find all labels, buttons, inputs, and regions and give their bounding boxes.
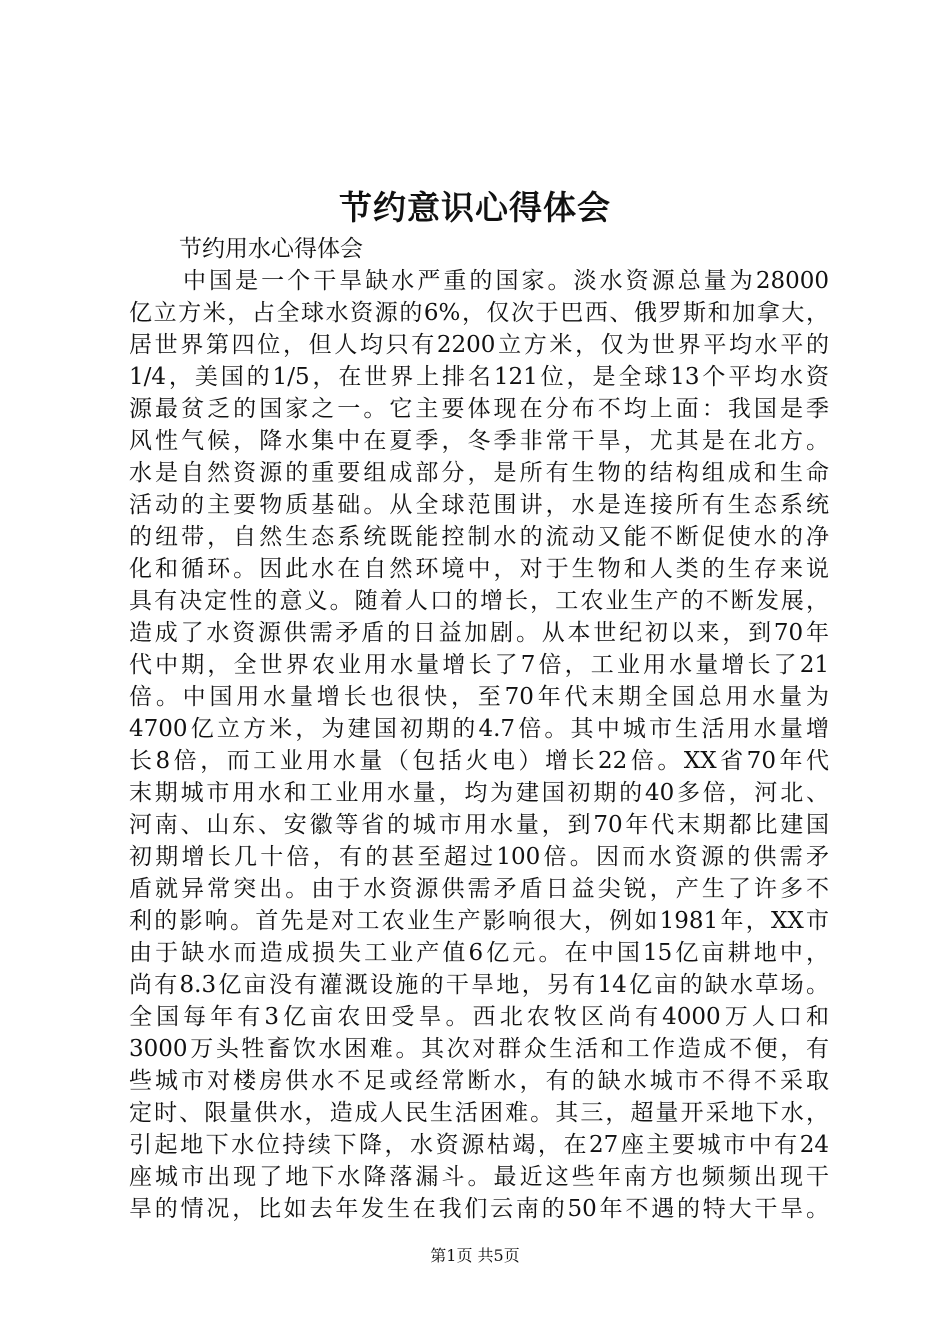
paragraph-line: 倍。中国用水量增长也很快，至70年代末期全国总用水量为 bbox=[129, 684, 829, 710]
paragraph-line: 长8倍，而工业用水量（包括火电）增长22倍。XX省70年代 bbox=[129, 748, 829, 774]
page-title: 节约意识心得体会 bbox=[339, 188, 611, 227]
paragraph-line: 尚有8.3亿亩没有灌溉设施的干旱地，另有14亿亩的缺水草场。 bbox=[129, 972, 829, 998]
paragraph-line: 座城市出现了地下水降落漏斗。最近这些年南方也频频出现干 bbox=[129, 1164, 829, 1190]
paragraph-line: 由于缺水而造成损失工业产值6亿元。在中国15亿亩耕地中， bbox=[129, 940, 829, 966]
paragraph-line: 引起地下水位持续下降，水资源枯竭，在27座主要城市中有24 bbox=[129, 1132, 829, 1158]
paragraph-line: 亿立方米，占全球水资源的6%，仅次于巴西、俄罗斯和加拿大， bbox=[129, 300, 829, 326]
paragraph-line: 末期城市用水和工业用水量，均为建国初期的40多倍，河北、 bbox=[129, 780, 829, 806]
paragraph-line: 造成了水资源供需矛盾的日益加剧。从本世纪初以来，到70年 bbox=[129, 620, 829, 646]
paragraph-line: 水是自然资源的重要组成部分，是所有生物的结构组成和生命 bbox=[129, 460, 829, 486]
paragraph-line: 全国每年有3亿亩农田受旱。西北农牧区尚有4000万人口和 bbox=[129, 1004, 829, 1030]
paragraph-line: 3000万头牲畜饮水困难。其次对群众生活和工作造成不便，有 bbox=[129, 1036, 829, 1062]
paragraph-line: 居世界第四位，但人均只有2200立方米，仅为世界平均水平的 bbox=[129, 332, 829, 358]
paragraph-line: 的纽带，自然生态系统既能控制水的流动又能不断促使水的净 bbox=[129, 524, 829, 550]
paragraph-line: 活动的主要物质基础。从全球范围讲，水是连接所有生态系统 bbox=[129, 492, 829, 518]
paragraph-line: 初期增长几十倍，有的甚至超过100倍。因而水资源的供需矛 bbox=[129, 844, 829, 870]
paragraph-line: 些城市对楼房供水不足或经常断水，有的缺水城市不得不采取 bbox=[129, 1068, 829, 1094]
paragraph-line: 定时、限量供水，造成人民生活困难。其三，超量开采地下水， bbox=[129, 1100, 829, 1126]
paragraph-line: 代中期，全世界农业用水量增长了7倍，工业用水量增长了21 bbox=[129, 652, 829, 678]
paragraph-line: 旱的情况，比如去年发生在我们云南的50年不遇的特大干旱。 bbox=[129, 1196, 829, 1222]
paragraph-line: 具有决定性的意义。随着人口的增长，工农业生产的不断发展， bbox=[129, 588, 829, 614]
paragraph-line: 化和循环。因此水在自然环境中，对于生物和人类的生存来说 bbox=[129, 556, 829, 582]
paragraph-line: 河南、山东、安徽等省的城市用水量，到70年代末期都比建国 bbox=[129, 812, 829, 838]
paragraph-line: 中国是一个干旱缺水严重的国家。淡水资源总量为28000 bbox=[183, 268, 829, 294]
page-indicator: 第1页 共5页 bbox=[430, 1246, 520, 1265]
paragraph-line: 源最贫乏的国家之一。它主要体现在分布不均上面：我国是季 bbox=[129, 396, 829, 422]
paragraph-line: 盾就异常突出。由于水资源供需矛盾日益尖锐，产生了许多不 bbox=[129, 876, 829, 902]
paragraph-line: 利的影响。首先是对工农业生产影响很大，例如1981年，XX市 bbox=[129, 908, 829, 934]
document-body bbox=[129, 233, 829, 1225]
paragraph-line: 1/4，美国的1/5，在世界上排名121位，是全球13个平均水资 bbox=[129, 364, 829, 390]
section-subtitle: 节约用水心得体会 bbox=[179, 236, 363, 262]
paragraph-line: 风性气候，降水集中在夏季，冬季非常干旱，尤其是在北方。 bbox=[129, 428, 829, 454]
paragraph-line: 4700亿立方米，为建国初期的4.7倍。其中城市生活用水量增 bbox=[129, 716, 829, 742]
